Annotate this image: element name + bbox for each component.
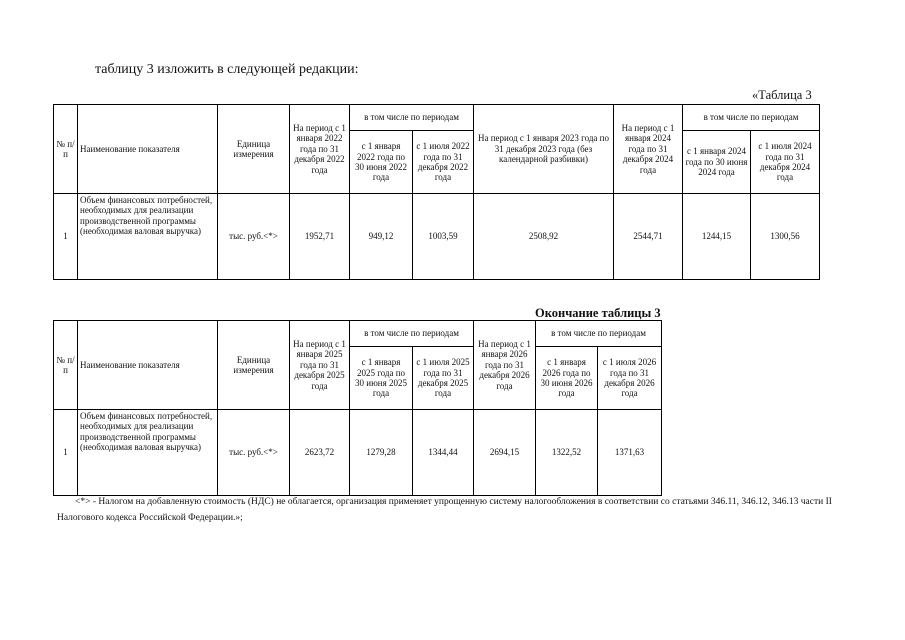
value-2025-h1: 1279,28 (350, 410, 413, 496)
header-including-2024: в том числе по периодам (683, 105, 820, 131)
header-2022-h1: с 1 января 2022 года по 30 июня 2022 года (350, 131, 413, 194)
intro-text: таблицу 3 изложить в следующей редакции: (95, 62, 359, 77)
value-2024-h1: 1244,15 (683, 194, 751, 280)
table-row (54, 194, 820, 280)
footnote: <*> - Налогом на добавленную стоимость (НДС) не облагается, организация применяет упрощенную систему налогообложения в соответствии со статьями 346.11, 346.12, 346.13 части II Налогового кодекса Российской Федерации.»; (57, 497, 832, 523)
header-including-2022: в том числе по периодам (350, 105, 474, 131)
header-including-2026: в том числе по периодам (536, 321, 662, 347)
header-period-2023: На период с 1 января 2023 года по 31 декабря 2023 года (без календарной разбивки) (474, 105, 614, 194)
row-unit: тыс. руб.<*> (218, 410, 290, 496)
header-period-2026: На период с 1 января 2026 года по 31 декабря 2026 года (474, 321, 536, 410)
header-2024-h2: с 1 июля 2024 года по 31 декабря 2024 года (751, 131, 820, 194)
table-row (54, 410, 662, 496)
row-unit: тыс. руб.<*> (218, 194, 290, 280)
header-including-2025: в том числе по периодам (350, 321, 474, 347)
table-3-continuation (53, 320, 662, 496)
value-2022-h2: 1003,59 (413, 194, 474, 280)
row-indicator-name: Объем финансовых потребностей, необходимых для реализации производственной программы (необходимая валовая выручка) (78, 410, 218, 496)
value-2025-h2: 1344,44 (413, 410, 474, 496)
header-period-2022: На период с 1 января 2022 года по 31 декабря 2022 года (290, 105, 350, 194)
header-indicator-name: Наименование показателя (78, 321, 218, 410)
header-2026-h2: с 1 июля 2026 года по 31 декабря 2026 года (598, 347, 662, 410)
header-num: № п/п (54, 105, 78, 194)
header-unit: Единица измерения (218, 105, 290, 194)
value-2026-h2: 1371,63 (598, 410, 662, 496)
row-num: 1 (54, 410, 78, 496)
table1-caption: «Таблица 3 (752, 88, 812, 102)
value-2024: 2544,71 (614, 194, 683, 280)
header-num: № п/п (54, 321, 78, 410)
value-2025: 2623,72 (290, 410, 350, 496)
row-indicator-name: Объем финансовых потребностей, необходимых для реализации производственной программы (необходимая валовая выручка) (78, 194, 218, 280)
header-indicator-name: Наименование показателя (78, 105, 218, 194)
value-2023: 2508,92 (474, 194, 614, 280)
row-num: 1 (54, 194, 78, 280)
value-2026: 2694,15 (474, 410, 536, 496)
header-2025-h2: с 1 июля 2025 года по 31 декабря 2025 года (413, 347, 474, 410)
value-2022: 1952,71 (290, 194, 350, 280)
value-2022-h1: 949,12 (350, 194, 413, 280)
header-period-2024: На период с 1 января 2024 года по 31 декабря 2024 года (614, 105, 683, 194)
header-2024-h1: с 1 января 2024 года по 30 июня 2024 года (683, 131, 751, 194)
value-2024-h2: 1300,56 (751, 194, 820, 280)
value-2026-h1: 1322,52 (536, 410, 598, 496)
header-2025-h1: с 1 января 2025 года по 30 июня 2025 года (350, 347, 413, 410)
header-2026-h1: с 1 января 2026 года по 30 июня 2026 года (536, 347, 598, 410)
header-period-2025: На период с 1 января 2025 года по 31 декабря 2025 года (290, 321, 350, 410)
table-3 (53, 104, 820, 280)
header-2022-h2: с 1 июля 2022 года по 31 декабря 2022 года (413, 131, 474, 194)
table2-caption: Окончание таблицы 3 (535, 306, 661, 320)
header-unit: Единица измерения (218, 321, 290, 410)
